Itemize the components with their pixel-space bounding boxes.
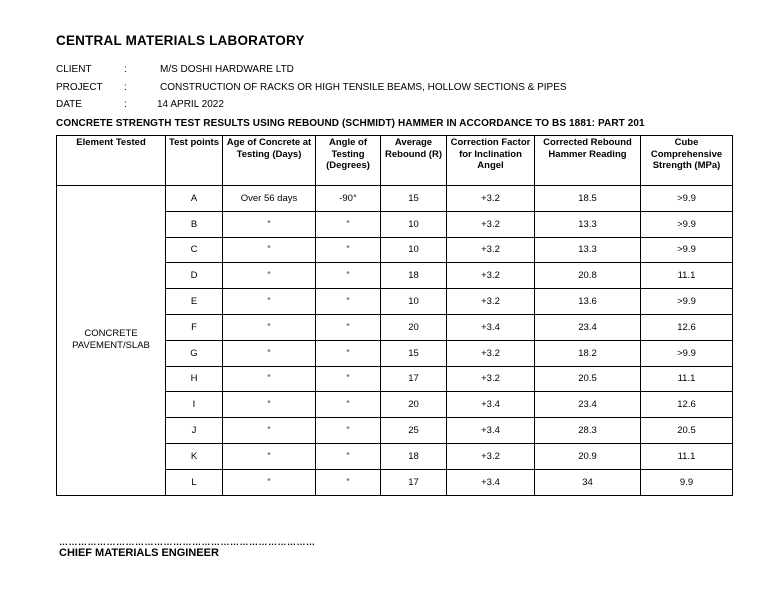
cube-strength-cell: 12.6 — [641, 314, 733, 340]
age-cell: “ — [223, 237, 316, 263]
table-row — [57, 186, 733, 212]
cube-strength-cell: 11.1 — [641, 366, 733, 392]
age-cell: “ — [223, 340, 316, 366]
header-angle: Angle of Testing (Degrees) — [316, 136, 381, 186]
test-point-cell: J — [166, 418, 223, 444]
correction-factor-cell: +3.2 — [447, 186, 535, 212]
document-title: CENTRAL MATERIALS LABORATORY — [56, 33, 305, 48]
age-cell: “ — [223, 211, 316, 237]
corrected-reading-cell: 13.3 — [535, 237, 641, 263]
angle-cell: “ — [316, 392, 381, 418]
corrected-reading-cell: 13.3 — [535, 211, 641, 237]
signature-line: ……………………………………………………………………… — [59, 537, 316, 547]
corrected-reading-cell: 13.6 — [535, 289, 641, 315]
correction-factor-cell: +3.4 — [447, 314, 535, 340]
average-rebound-cell: 17 — [381, 366, 447, 392]
header-age: Age of Concrete at Testing (Days) — [223, 136, 316, 186]
average-rebound-cell: 10 — [381, 289, 447, 315]
cube-strength-cell: 11.1 — [641, 443, 733, 469]
project-value: CONSTRUCTION OF RACKS OR HIGH TENSILE BEAMS, HOLLOW SECTIONS & PIPES — [160, 82, 567, 93]
test-point-cell: L — [166, 469, 223, 495]
correction-factor-cell: +3.4 — [447, 418, 535, 444]
client-separator: : — [124, 64, 127, 75]
age-cell: “ — [223, 289, 316, 315]
average-rebound-cell: 15 — [381, 340, 447, 366]
correction-factor-cell: +3.2 — [447, 289, 535, 315]
correction-factor-cell: +3.2 — [447, 366, 535, 392]
date-label: DATE — [56, 99, 82, 110]
age-cell: “ — [223, 314, 316, 340]
correction-factor-cell: +3.2 — [447, 340, 535, 366]
average-rebound-cell: 20 — [381, 314, 447, 340]
cube-strength-cell: 9.9 — [641, 469, 733, 495]
angle-cell: “ — [316, 263, 381, 289]
header-cube-strength: Cube Comprehensive Strength (MPa) — [641, 136, 733, 186]
header-correction-factor: Correction Factor for Inclination Angel — [447, 136, 535, 186]
test-point-cell: E — [166, 289, 223, 315]
average-rebound-cell: 15 — [381, 186, 447, 212]
age-cell: “ — [223, 418, 316, 444]
correction-factor-cell: +3.2 — [447, 237, 535, 263]
cube-strength-cell: >9.9 — [641, 340, 733, 366]
corrected-reading-cell: 20.5 — [535, 366, 641, 392]
angle-cell: “ — [316, 314, 381, 340]
age-cell: “ — [223, 469, 316, 495]
average-rebound-cell: 10 — [381, 211, 447, 237]
cube-strength-cell: 20.5 — [641, 418, 733, 444]
angle-cell: “ — [316, 237, 381, 263]
header-element-tested: Element Tested — [57, 136, 166, 186]
corrected-reading-cell: 34 — [535, 469, 641, 495]
correction-factor-cell: +3.2 — [447, 443, 535, 469]
angle-cell: “ — [316, 211, 381, 237]
cube-strength-cell: >9.9 — [641, 237, 733, 263]
date-value: 14 APRIL 2022 — [157, 99, 224, 110]
test-point-cell: H — [166, 366, 223, 392]
date-separator: : — [124, 99, 127, 110]
cube-strength-cell: 11.1 — [641, 263, 733, 289]
signature-title: CHIEF MATERIALS ENGINEER — [59, 547, 219, 559]
corrected-reading-cell: 18.5 — [535, 186, 641, 212]
angle-cell: “ — [316, 443, 381, 469]
average-rebound-cell: 18 — [381, 443, 447, 469]
test-point-cell: B — [166, 211, 223, 237]
age-cell: “ — [223, 366, 316, 392]
corrected-reading-cell: 18.2 — [535, 340, 641, 366]
angle-cell: “ — [316, 469, 381, 495]
average-rebound-cell: 18 — [381, 263, 447, 289]
angle-cell: “ — [316, 340, 381, 366]
correction-factor-cell: +3.4 — [447, 392, 535, 418]
test-point-cell: F — [166, 314, 223, 340]
section-heading: CONCRETE STRENGTH TEST RESULTS USING REBOUND (SCHMIDT) HAMMER IN ACCORDANCE TO BS 1881: PART 201 — [56, 118, 645, 129]
cube-strength-cell: >9.9 — [641, 289, 733, 315]
average-rebound-cell: 20 — [381, 392, 447, 418]
angle-cell: “ — [316, 366, 381, 392]
test-point-cell: D — [166, 263, 223, 289]
header-corrected-reading: Corrected Rebound Hammer Reading — [535, 136, 641, 186]
angle-cell: -90° — [316, 186, 381, 212]
age-cell: “ — [223, 263, 316, 289]
test-point-cell: K — [166, 443, 223, 469]
cube-strength-cell: 12.6 — [641, 392, 733, 418]
corrected-reading-cell: 20.8 — [535, 263, 641, 289]
average-rebound-cell: 17 — [381, 469, 447, 495]
test-point-cell: C — [166, 237, 223, 263]
corrected-reading-cell: 23.4 — [535, 392, 641, 418]
client-value: M/S DOSHI HARDWARE LTD — [160, 64, 294, 75]
age-cell: “ — [223, 443, 316, 469]
header-average-rebound: Average Rebound (R) — [381, 136, 447, 186]
correction-factor-cell: +3.4 — [447, 469, 535, 495]
table-header-row — [57, 136, 733, 186]
cube-strength-cell: >9.9 — [641, 211, 733, 237]
test-point-cell: A — [166, 186, 223, 212]
test-point-cell: I — [166, 392, 223, 418]
project-label: PROJECT — [56, 82, 103, 93]
age-cell: Over 56 days — [223, 186, 316, 212]
correction-factor-cell: +3.2 — [447, 263, 535, 289]
client-label: CLIENT — [56, 64, 92, 75]
corrected-reading-cell: 23.4 — [535, 314, 641, 340]
header-test-points: Test points — [166, 136, 223, 186]
cube-strength-cell: >9.9 — [641, 186, 733, 212]
angle-cell: “ — [316, 289, 381, 315]
angle-cell: “ — [316, 418, 381, 444]
element-tested-cell: CONCRETE PAVEMENT/SLAB — [57, 186, 166, 496]
test-point-cell: G — [166, 340, 223, 366]
average-rebound-cell: 25 — [381, 418, 447, 444]
corrected-reading-cell: 20.9 — [535, 443, 641, 469]
age-cell: “ — [223, 392, 316, 418]
results-table — [56, 135, 733, 496]
project-separator: : — [124, 82, 127, 93]
average-rebound-cell: 10 — [381, 237, 447, 263]
corrected-reading-cell: 28.3 — [535, 418, 641, 444]
correction-factor-cell: +3.2 — [447, 211, 535, 237]
